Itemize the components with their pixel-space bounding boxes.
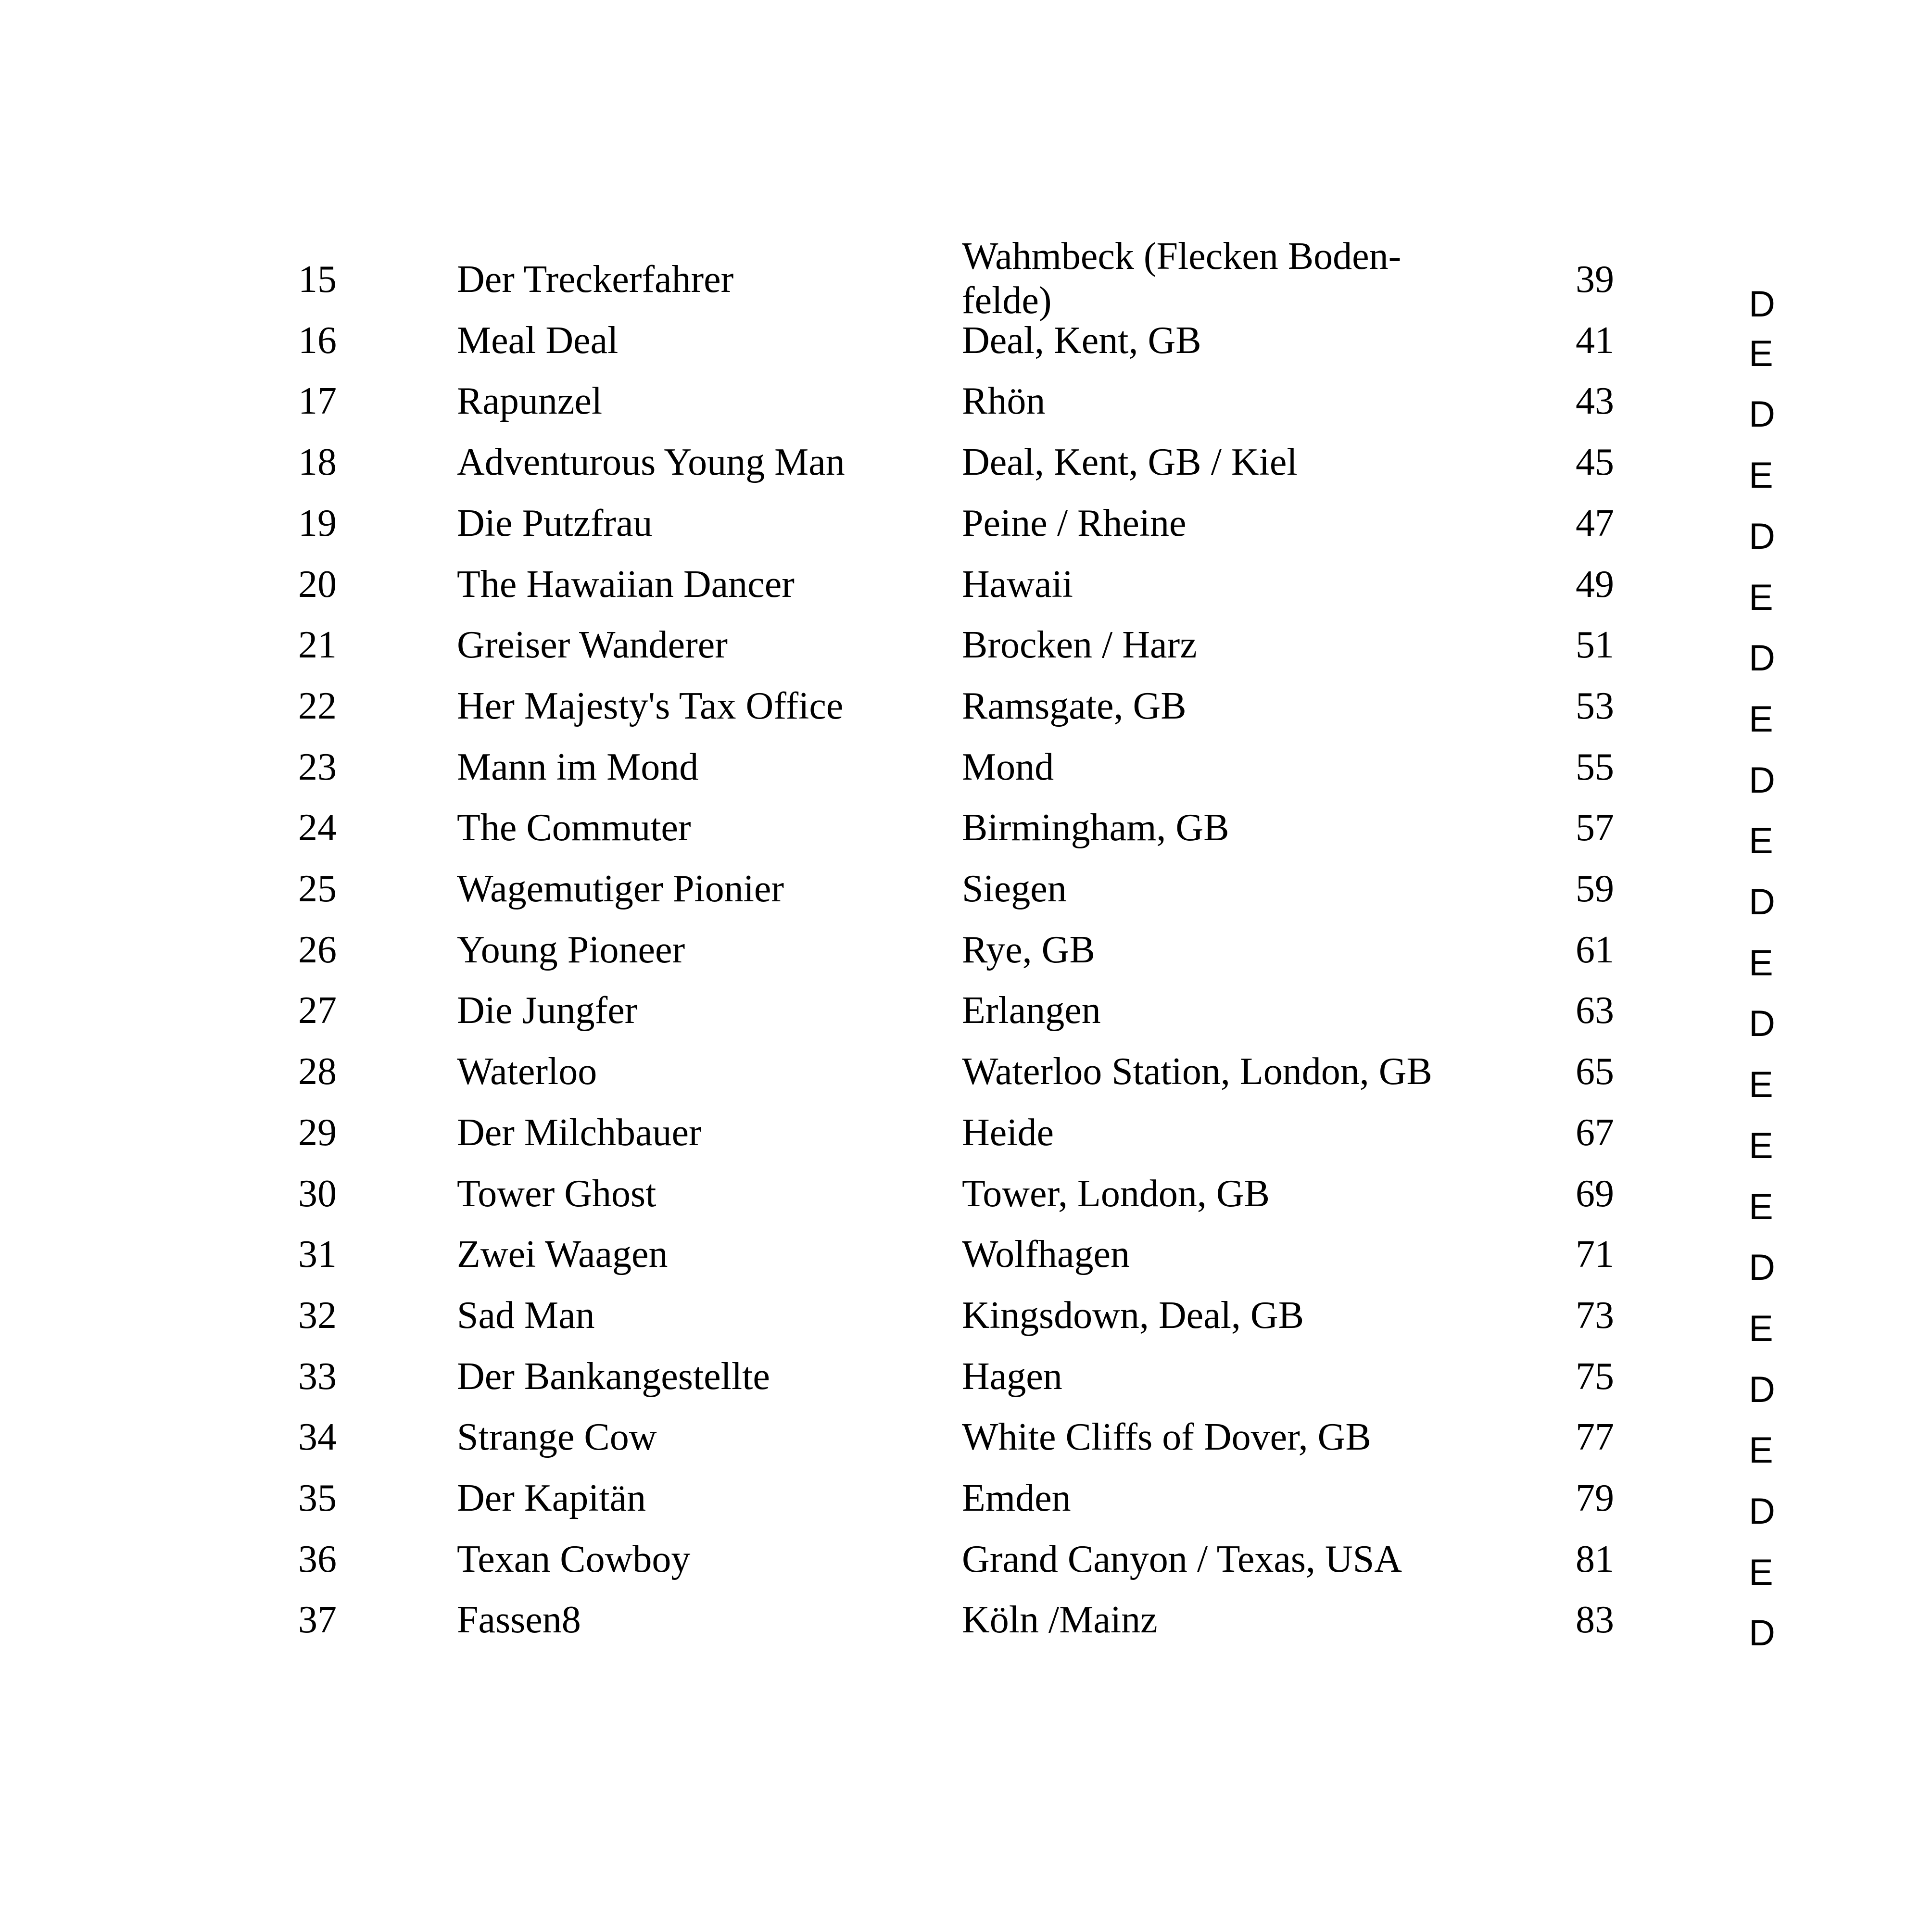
table-row [0,1354,1932,1415]
entry-place: Deal, Kent, GB / Kiel [962,441,1298,483]
table-row [0,928,1932,989]
table-row [0,440,1932,501]
entry-title: Fassen8 [457,1599,581,1641]
entry-place: Mond [962,746,1054,788]
table-row [0,1537,1932,1598]
table-row [0,867,1932,928]
entry-number: 27 [298,989,337,1032]
table-row [0,562,1932,623]
entry-number: 20 [298,563,337,606]
entry-language: D [1749,882,1775,922]
table-row [0,1415,1932,1476]
entry-page-number: 47 [1576,502,1614,544]
entry-number: 31 [298,1233,337,1275]
entry-title: Meal Deal [457,319,619,362]
entry-place: Emden [962,1477,1071,1519]
entry-language: D [1749,1491,1775,1532]
entry-number: 16 [298,319,337,362]
entry-language: E [1749,1430,1773,1471]
entry-title: Der Kapitän [457,1477,646,1519]
entry-place: Köln /Mainz [962,1599,1158,1641]
entry-language: E [1749,333,1773,374]
entry-page-number: 75 [1576,1355,1614,1398]
entry-language: E [1749,1308,1773,1349]
entry-language: E [1749,577,1773,618]
entry-place: Rye, GB [962,929,1095,971]
entry-title: Der Treckerfahrer [457,258,734,301]
entry-language: D [1749,1613,1775,1654]
entry-number: 23 [298,746,337,788]
entry-number: 28 [298,1050,337,1093]
entry-place: Wahmbeck (Flecken Boden-felde) [962,235,1402,322]
entry-title: Young Pioneer [457,929,685,971]
entry-page-number: 73 [1576,1294,1614,1337]
entry-language: E [1749,821,1773,861]
entry-language: E [1749,1552,1773,1593]
table-row [0,318,1932,379]
entry-title: Die Jungfer [457,989,638,1032]
entry-place: Deal, Kent, GB [962,319,1201,362]
entry-language: D [1749,394,1775,435]
entry-place: White Cliffs of Dover, GB [962,1416,1371,1458]
entry-page-number: 77 [1576,1416,1614,1458]
entry-page-number: 81 [1576,1538,1614,1580]
entry-language: D [1749,1369,1775,1410]
entry-place: Ramsgate, GB [962,685,1187,727]
entry-title: Greiser Wanderer [457,624,728,666]
entry-language: E [1749,1064,1773,1105]
entry-language: D [1749,516,1775,557]
entry-page-number: 67 [1576,1111,1614,1154]
entry-page-number: 71 [1576,1233,1614,1275]
entry-title: Sad Man [457,1294,595,1337]
entry-page-number: 59 [1576,868,1614,910]
entry-page-number: 39 [1576,258,1614,301]
entry-page-number: 41 [1576,319,1614,362]
entry-number: 21 [298,624,337,666]
entry-language: E [1749,455,1773,496]
entry-page-number: 55 [1576,746,1614,788]
entry-language: E [1749,699,1773,740]
table-row [0,235,1932,325]
entry-number: 32 [298,1294,337,1337]
entry-place: Brocken / Harz [962,624,1197,666]
table-row [0,1111,1932,1172]
entry-number: 24 [298,807,337,849]
entry-place: Heide [962,1111,1054,1154]
entry-place: Siegen [962,868,1067,910]
entry-title: Adventurous Young Man [457,441,845,483]
entry-page-number: 69 [1576,1173,1614,1215]
entry-place: Wolfhagen [962,1233,1130,1275]
entry-number: 35 [298,1477,337,1519]
table-row [0,1232,1932,1293]
entry-language: E [1749,943,1773,984]
entry-number: 37 [298,1599,337,1641]
table-row [0,501,1932,562]
entry-place: Grand Canyon / Texas, USA [962,1538,1402,1580]
entry-title: Waterloo [457,1050,597,1093]
table-row [0,684,1932,745]
entry-language: D [1749,284,1775,325]
table-row [0,1598,1932,1659]
entry-title: Her Majesty's Tax Office [457,685,844,727]
table-row [0,1172,1932,1233]
entry-number: 17 [298,380,337,422]
table-row [0,623,1932,684]
entry-number: 36 [298,1538,337,1580]
entry-title: Rapunzel [457,380,603,422]
entry-title: Der Bankangestellte [457,1355,770,1398]
table-row [0,745,1932,806]
entry-number: 22 [298,685,337,727]
table-row [0,1476,1932,1537]
entry-title: The Hawaiian Dancer [457,563,795,606]
entry-page-number: 83 [1576,1599,1614,1641]
entry-number: 19 [298,502,337,544]
entry-page-number: 61 [1576,929,1614,971]
entry-number: 29 [298,1111,337,1154]
entry-place: Tower, London, GB [962,1173,1270,1215]
entry-language: D [1749,1003,1775,1044]
entry-place: Birmingham, GB [962,807,1229,849]
entry-number: 18 [298,441,337,483]
entry-place: Waterloo Station, London, GB [962,1050,1432,1093]
entry-place: Kingsdown, Deal, GB [962,1294,1304,1337]
entry-language: E [1749,1187,1773,1227]
entry-number: 34 [298,1416,337,1458]
table-row [0,806,1932,867]
entry-page-number: 43 [1576,380,1614,422]
table-row [0,1049,1932,1111]
table-row [0,1293,1932,1354]
entry-page-number: 49 [1576,563,1614,606]
entry-page-number: 57 [1576,807,1614,849]
entry-title: Wagemutiger Pionier [457,868,784,910]
entry-place: Hagen [962,1355,1062,1398]
entry-place: Rhön [962,380,1046,422]
entry-title: Mann im Mond [457,746,699,788]
entry-number: 33 [298,1355,337,1398]
entry-title: Texan Cowboy [457,1538,691,1580]
entry-title: Zwei Waagen [457,1233,668,1275]
entry-page-number: 53 [1576,685,1614,727]
entry-place: Erlangen [962,989,1101,1032]
entry-language: D [1749,1247,1775,1288]
entry-language: D [1749,760,1775,801]
entry-number: 26 [298,929,337,971]
entry-place: Peine / Rheine [962,502,1187,544]
table-row [0,379,1932,440]
entry-page-number: 51 [1576,624,1614,666]
entry-page-number: 45 [1576,441,1614,483]
table-row [0,988,1932,1049]
entry-title: Der Milchbauer [457,1111,702,1154]
entry-number: 25 [298,868,337,910]
entry-language: D [1749,638,1775,679]
entry-title: Tower Ghost [457,1173,657,1215]
entry-page-number: 65 [1576,1050,1614,1093]
entry-place: Hawaii [962,563,1073,606]
entry-page-number: 79 [1576,1477,1614,1519]
entry-title: The Commuter [457,807,691,849]
entry-title: Die Putzfrau [457,502,653,544]
entry-title: Strange Cow [457,1416,657,1458]
entry-number: 30 [298,1173,337,1215]
entry-page-number: 63 [1576,989,1614,1032]
entry-number: 15 [298,258,337,301]
entry-language: E [1749,1125,1773,1166]
